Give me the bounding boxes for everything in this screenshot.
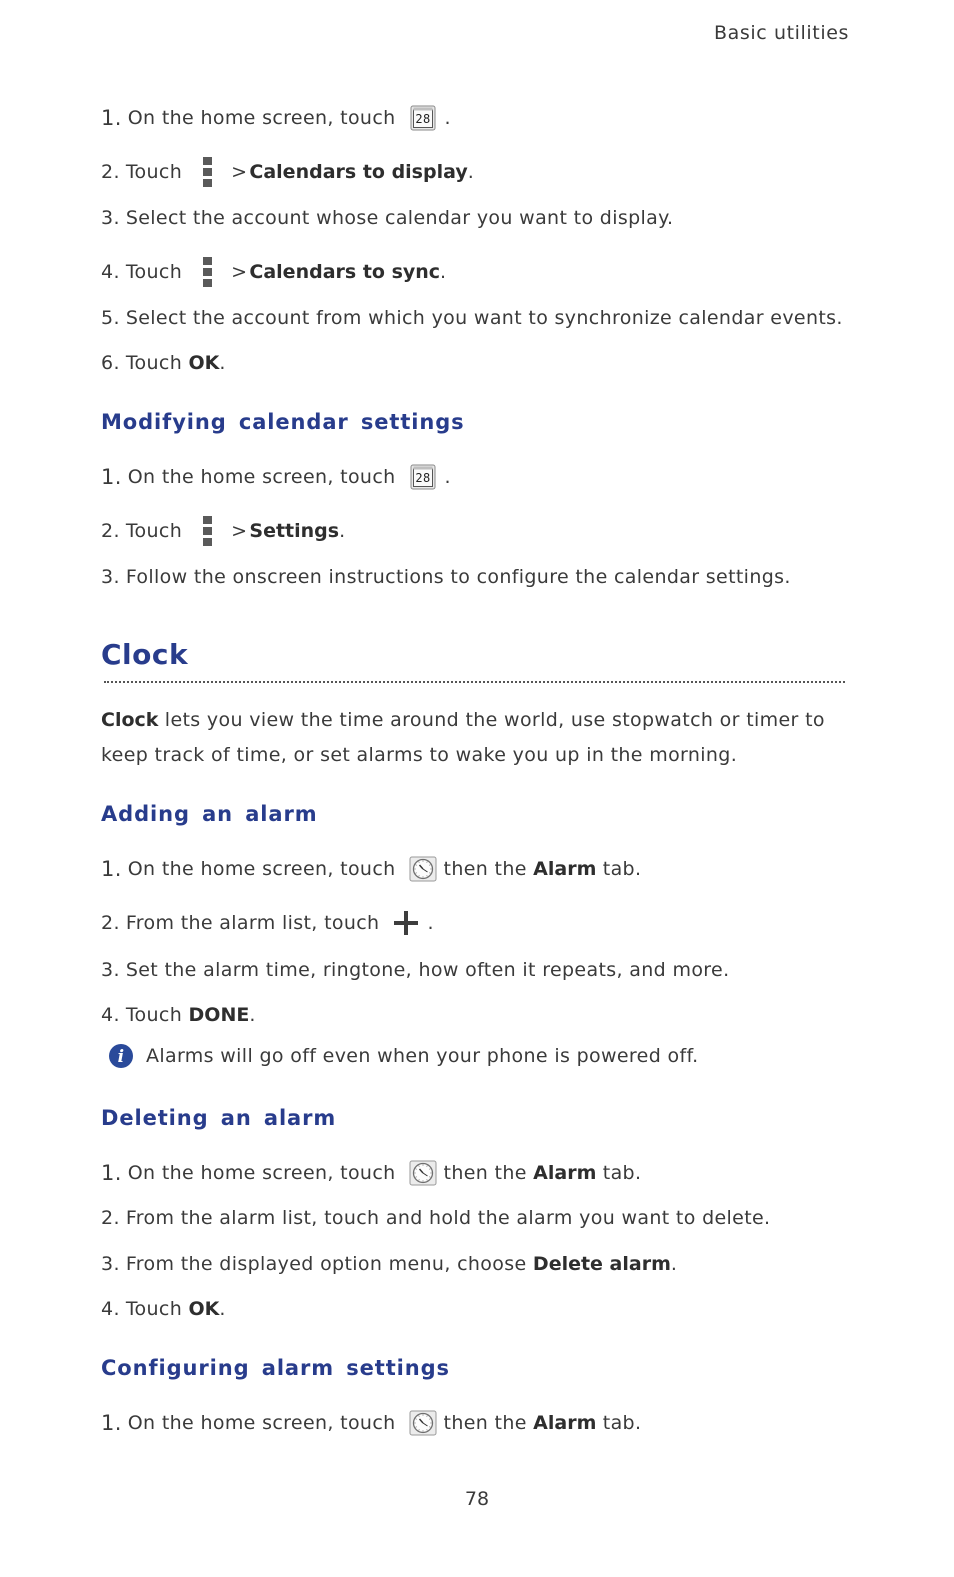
intro-text: lets you view the time around the world, use stopwatch or timer to keep track of time, or set alarms to wake you up in the morning. (101, 709, 825, 766)
step-number: 2. (101, 161, 120, 183)
step-text-end: . (467, 161, 475, 183)
configuring-step-1 (101, 1406, 641, 1440)
menu-dots-icon (202, 515, 213, 547)
step-text-end: . (339, 520, 346, 542)
step-text-end: . (427, 912, 434, 934)
deleting-step-3 (101, 1247, 677, 1281)
step-text-end: . (440, 261, 447, 283)
modifying-step-2 (101, 514, 345, 548)
step-number: 3. (101, 566, 120, 588)
calendar-icon (410, 105, 436, 131)
configuring-alarm-heading: Configuring alarm settings (101, 1356, 450, 1380)
page-number: 78 (464, 1488, 490, 1510)
step-text: Select the account from which you want to synchronize calendar events. (125, 307, 843, 329)
step-number: 2. (101, 520, 120, 542)
info-icon (108, 1043, 134, 1069)
step-text-end: . (444, 466, 451, 488)
modifying-heading: Modifying calendar settings (101, 410, 465, 434)
step-text: On the home screen, touch (127, 466, 396, 488)
step-text: From the alarm list, touch and hold the alarm you want to delete. (125, 1207, 771, 1229)
step-number: 4. (101, 1004, 120, 1026)
section-divider (104, 681, 845, 683)
svg-text:i: i (117, 1047, 125, 1067)
step-text-end: tab. (602, 1162, 642, 1184)
step-text: Follow the onscreen instructions to configure the calendar settings. (125, 566, 791, 588)
step-text: On the home screen, touch (127, 107, 396, 129)
step-text: Touch (125, 520, 183, 542)
step-number: 1. (101, 1161, 122, 1185)
menu-option: Delete alarm (532, 1253, 671, 1275)
step-text: On the home screen, touch (127, 1162, 396, 1184)
clock-heading: Clock (101, 638, 189, 671)
deleting-step-4 (101, 1292, 226, 1326)
step-text-end: tab. (602, 1412, 642, 1434)
menu-option: Settings (249, 520, 340, 542)
clock-icon (409, 1160, 437, 1186)
adding-step-1 (101, 852, 641, 886)
step-text-end: . (219, 1298, 226, 1320)
calendar-icon (410, 464, 436, 490)
adding-step-2 (101, 906, 434, 940)
plus-icon (393, 910, 419, 936)
button-name: DONE (188, 1004, 250, 1026)
separator: > (231, 520, 248, 542)
tab-name: Alarm (533, 1162, 597, 1184)
step-number: 3. (101, 1253, 120, 1275)
modifying-step-1 (101, 460, 451, 494)
calendar-step-3 (101, 201, 673, 235)
svg-text:28: 28 (414, 112, 431, 126)
step-text-mid: then the (443, 1162, 527, 1184)
step-text: Touch (125, 1004, 183, 1026)
step-number: 5. (101, 307, 120, 329)
step-text-end: . (249, 1004, 256, 1026)
step-number: 2. (101, 1207, 120, 1229)
step-text-mid: then the (443, 858, 527, 880)
deleting-step-1 (101, 1156, 641, 1190)
step-number: 1. (101, 857, 122, 881)
step-text: Select the account whose calendar you want to display. (125, 207, 674, 229)
step-text: On the home screen, touch (127, 1412, 396, 1434)
button-name: OK (188, 1298, 220, 1320)
step-text: On the home screen, touch (127, 858, 396, 880)
calendar-step-4 (101, 255, 446, 289)
calendar-step-6 (101, 346, 226, 380)
menu-dots-icon (202, 256, 213, 288)
step-number: 3. (101, 207, 120, 229)
clock-intro (101, 703, 861, 773)
note-text: Alarms will go off even when your phone is powered off. (146, 1045, 699, 1067)
tab-name: Alarm (533, 858, 597, 880)
calendar-step-2 (101, 155, 474, 189)
menu-option: Calendars to display (249, 161, 468, 183)
modifying-step-3 (101, 560, 791, 594)
separator: > (231, 161, 248, 183)
svg-text:28: 28 (414, 471, 431, 485)
step-number: 4. (101, 261, 120, 283)
step-text-end: . (219, 352, 226, 374)
step-text: Set the alarm time, ringtone, how often it repeats, and more. (125, 959, 730, 981)
step-text-end: . (444, 107, 451, 129)
app-name: Clock (101, 709, 159, 731)
step-number: 6. (101, 352, 120, 374)
step-text: Touch (125, 1298, 183, 1320)
running-header: Basic utilities (714, 22, 849, 44)
deleting-step-2 (101, 1201, 770, 1235)
button-name: OK (188, 352, 220, 374)
menu-option: Calendars to sync (249, 261, 441, 283)
step-text-end: . (670, 1253, 678, 1275)
calendar-step-5 (101, 301, 843, 335)
adding-alarm-heading: Adding an alarm (101, 802, 318, 826)
step-text: Touch (125, 161, 183, 183)
alarm-note (108, 1043, 699, 1069)
step-number: 1. (101, 1411, 122, 1435)
clock-icon (409, 1410, 437, 1436)
step-text-mid: then the (443, 1412, 527, 1434)
step-text-end: tab. (602, 858, 642, 880)
adding-step-3 (101, 953, 729, 987)
step-number: 3. (101, 959, 120, 981)
clock-icon (409, 856, 437, 882)
menu-dots-icon (202, 156, 213, 188)
separator: > (231, 261, 248, 283)
step-text: Touch (125, 352, 183, 374)
step-number: 4. (101, 1298, 120, 1320)
step-number: 1. (101, 465, 122, 489)
step-text: From the alarm list, touch (125, 912, 380, 934)
step-number: 1. (101, 106, 122, 130)
deleting-alarm-heading: Deleting an alarm (101, 1106, 337, 1130)
step-text: From the displayed option menu, choose (125, 1253, 527, 1275)
tab-name: Alarm (533, 1412, 597, 1434)
step-number: 2. (101, 912, 120, 934)
calendar-step-1 (101, 101, 451, 135)
adding-step-4 (101, 998, 256, 1032)
step-text: Touch (125, 261, 183, 283)
